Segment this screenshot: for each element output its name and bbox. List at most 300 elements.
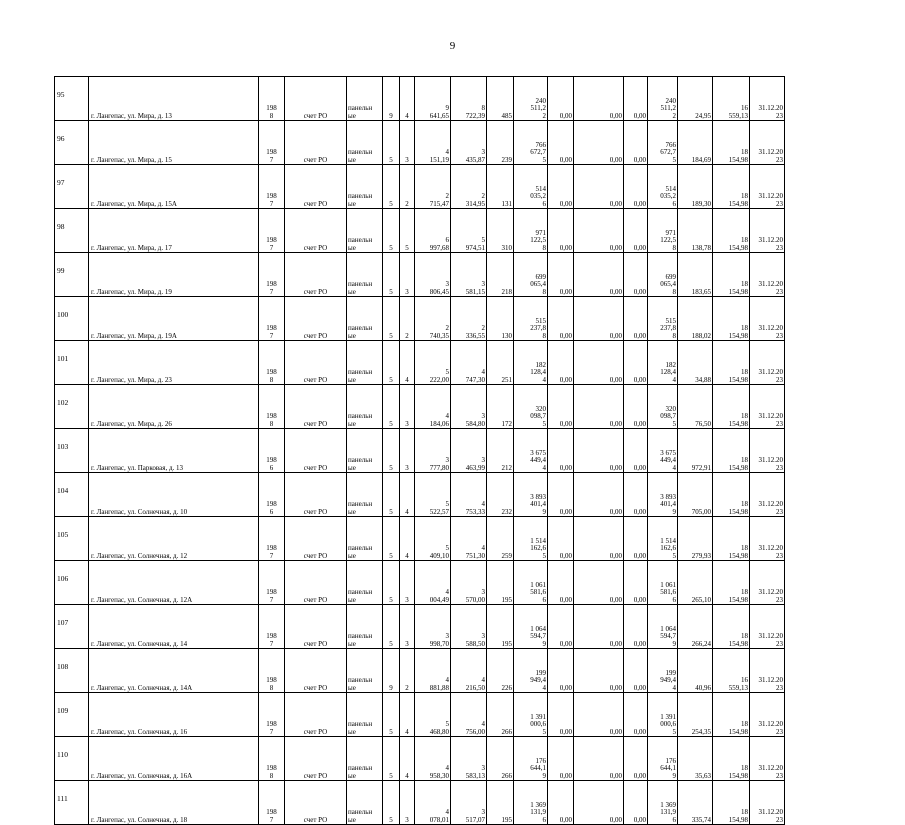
- cell-wall: панельн ые: [347, 165, 383, 209]
- cell-b2: 0,00: [574, 473, 624, 517]
- cell-a2: 3 435,87: [451, 121, 487, 165]
- cell-cost: 184,69: [678, 121, 713, 165]
- cell-b1: 0,00: [548, 165, 574, 209]
- cell-n: 98: [55, 209, 89, 253]
- cell-total: 1 064 594,7 9: [514, 605, 548, 649]
- cell-b3: 0,00: [624, 473, 648, 517]
- cell-b2: 0,00: [574, 561, 624, 605]
- cell-date: 31.12.20 23: [750, 781, 785, 825]
- cell-ent: 2: [400, 649, 415, 693]
- cell-b2: 0,00: [574, 605, 624, 649]
- cell-sum: 514 035,2 6: [648, 165, 678, 209]
- cell-total: 971 122,5 8: [514, 209, 548, 253]
- cell-year: 198 7: [259, 165, 285, 209]
- cell-addr: г. Лангепас, ул. Мира, д. 19: [89, 253, 259, 297]
- cell-lim: 16 559,13: [713, 77, 750, 121]
- cell-cost: 24,95: [678, 77, 713, 121]
- cell-b1: 0,00: [548, 649, 574, 693]
- cell-fund: счет РО: [285, 561, 347, 605]
- cell-b3: 0,00: [624, 297, 648, 341]
- cell-cost: 189,30: [678, 165, 713, 209]
- cell-b3: 0,00: [624, 165, 648, 209]
- cell-fund: счет РО: [285, 429, 347, 473]
- cell-floors: 5: [383, 561, 400, 605]
- cell-b2: 0,00: [574, 77, 624, 121]
- cell-b3: 0,00: [624, 517, 648, 561]
- cell-b2: 0,00: [574, 385, 624, 429]
- cell-lim: 18 154,98: [713, 253, 750, 297]
- cell-b1: 0,00: [548, 693, 574, 737]
- table-row: [55, 737, 785, 781]
- cell-wall: панельн ые: [347, 297, 383, 341]
- cell-n: 100: [55, 297, 89, 341]
- cell-addr: г. Лангепас, ул. Мира, д. 19А: [89, 297, 259, 341]
- cell-date: 31.12.20 23: [750, 561, 785, 605]
- cell-year: 198 7: [259, 561, 285, 605]
- cell-fund: счет РО: [285, 253, 347, 297]
- cell-b2: 0,00: [574, 649, 624, 693]
- cell-a2: 2 314,95: [451, 165, 487, 209]
- cell-lim: 18 154,98: [713, 209, 750, 253]
- cell-b3: 0,00: [624, 781, 648, 825]
- cell-sum: 1 369 131,9 6: [648, 781, 678, 825]
- cell-n: 102: [55, 385, 89, 429]
- cell-b1: 0,00: [548, 253, 574, 297]
- cell-a3: 232: [487, 473, 514, 517]
- cell-b2: 0,00: [574, 737, 624, 781]
- cell-floors: 5: [383, 341, 400, 385]
- cell-a2: 3 588,50: [451, 605, 487, 649]
- cell-ent: 3: [400, 429, 415, 473]
- cell-ent: 4: [400, 517, 415, 561]
- cell-ent: 5: [400, 209, 415, 253]
- cell-wall: панельн ые: [347, 781, 383, 825]
- cell-year: 198 8: [259, 649, 285, 693]
- cell-total: 766 672,7 5: [514, 121, 548, 165]
- cell-sum: 766 672,7 5: [648, 121, 678, 165]
- cell-a3: 266: [487, 693, 514, 737]
- cell-cost: 188,02: [678, 297, 713, 341]
- cell-addr: г. Лангепас, ул. Солнечная, д. 14А: [89, 649, 259, 693]
- cell-fund: счет РО: [285, 341, 347, 385]
- cell-wall: панельн ые: [347, 693, 383, 737]
- cell-date: 31.12.20 23: [750, 209, 785, 253]
- cell-n: 111: [55, 781, 89, 825]
- cell-ent: 3: [400, 253, 415, 297]
- cell-a2: 4 756,00: [451, 693, 487, 737]
- cell-b1: 0,00: [548, 209, 574, 253]
- table-row: [55, 253, 785, 297]
- cell-a1: 2 715,47: [415, 165, 451, 209]
- cell-a3: 130: [487, 297, 514, 341]
- cell-sum: 515 237,8 8: [648, 297, 678, 341]
- cell-date: 31.12.20 23: [750, 341, 785, 385]
- cell-sum: 176 644,1 9: [648, 737, 678, 781]
- cell-a3: 172: [487, 385, 514, 429]
- housing-table: [54, 76, 785, 825]
- cell-n: 96: [55, 121, 89, 165]
- cell-a1: 5 522,57: [415, 473, 451, 517]
- cell-ent: 4: [400, 341, 415, 385]
- cell-n: 97: [55, 165, 89, 209]
- page-number: 9: [449, 40, 456, 52]
- cell-floors: 5: [383, 209, 400, 253]
- cell-a1: 3 998,70: [415, 605, 451, 649]
- cell-year: 198 8: [259, 341, 285, 385]
- cell-a3: 226: [487, 649, 514, 693]
- cell-ent: 2: [400, 165, 415, 209]
- table-row: [55, 209, 785, 253]
- cell-a3: 212: [487, 429, 514, 473]
- cell-a3: 218: [487, 253, 514, 297]
- cell-fund: счет РО: [285, 781, 347, 825]
- cell-a2: 2 336,55: [451, 297, 487, 341]
- cell-a2: 8 722,39: [451, 77, 487, 121]
- cell-total: 176 644,1 9: [514, 737, 548, 781]
- cell-sum: 1 391 000,6 5: [648, 693, 678, 737]
- cell-lim: 18 154,98: [713, 429, 750, 473]
- cell-b1: 0,00: [548, 561, 574, 605]
- cell-addr: г. Лангепас, ул. Солнечная, д. 16А: [89, 737, 259, 781]
- cell-a2: 3 517,07: [451, 781, 487, 825]
- cell-sum: 3 893 401,4 9: [648, 473, 678, 517]
- cell-fund: счет РО: [285, 297, 347, 341]
- cell-date: 31.12.20 23: [750, 517, 785, 561]
- cell-sum: 699 065,4 8: [648, 253, 678, 297]
- cell-n: 103: [55, 429, 89, 473]
- cell-b3: 0,00: [624, 77, 648, 121]
- cell-year: 198 7: [259, 297, 285, 341]
- cell-a1: 3 777,80: [415, 429, 451, 473]
- cell-b2: 0,00: [574, 429, 624, 473]
- cell-a3: 239: [487, 121, 514, 165]
- cell-year: 198 7: [259, 781, 285, 825]
- cell-year: 198 6: [259, 429, 285, 473]
- cell-b1: 0,00: [548, 121, 574, 165]
- cell-n: 110: [55, 737, 89, 781]
- cell-total: 1 369 131,9 6: [514, 781, 548, 825]
- cell-lim: 18 154,98: [713, 693, 750, 737]
- cell-sum: 1 514 162,6 5: [648, 517, 678, 561]
- cell-floors: 5: [383, 121, 400, 165]
- cell-fund: счет РО: [285, 693, 347, 737]
- cell-a1: 5 468,80: [415, 693, 451, 737]
- cell-floors: 5: [383, 781, 400, 825]
- cell-wall: панельн ые: [347, 121, 383, 165]
- cell-cost: 40,96: [678, 649, 713, 693]
- cell-date: 31.12.20 23: [750, 165, 785, 209]
- table-row: [55, 385, 785, 429]
- cell-year: 198 8: [259, 77, 285, 121]
- cell-a3: 310: [487, 209, 514, 253]
- cell-fund: счет РО: [285, 517, 347, 561]
- cell-addr: г. Лангепас, ул. Солнечная, д. 18: [89, 781, 259, 825]
- cell-date: 31.12.20 23: [750, 121, 785, 165]
- cell-n: 106: [55, 561, 89, 605]
- cell-year: 198 7: [259, 693, 285, 737]
- cell-sum: 240 511,2 2: [648, 77, 678, 121]
- cell-lim: 18 154,98: [713, 121, 750, 165]
- cell-b3: 0,00: [624, 693, 648, 737]
- cell-total: 699 065,4 8: [514, 253, 548, 297]
- cell-floors: 5: [383, 517, 400, 561]
- cell-date: 31.12.20 23: [750, 473, 785, 517]
- cell-date: 31.12.20 23: [750, 429, 785, 473]
- cell-date: 31.12.20 23: [750, 693, 785, 737]
- cell-b1: 0,00: [548, 473, 574, 517]
- cell-floors: 5: [383, 165, 400, 209]
- cell-wall: панельн ые: [347, 561, 383, 605]
- cell-wall: панельн ые: [347, 605, 383, 649]
- cell-cost: 183,65: [678, 253, 713, 297]
- cell-fund: счет РО: [285, 473, 347, 517]
- table-row: [55, 297, 785, 341]
- cell-addr: г. Лангепас, ул. Мира, д. 13: [89, 77, 259, 121]
- table-row: [55, 121, 785, 165]
- cell-sum: 1 064 594,7 9: [648, 605, 678, 649]
- cell-fund: счет РО: [285, 649, 347, 693]
- cell-date: 31.12.20 23: [750, 605, 785, 649]
- cell-a1: 4 004,49: [415, 561, 451, 605]
- cell-total: 1 514 162,6 5: [514, 517, 548, 561]
- cell-fund: счет РО: [285, 209, 347, 253]
- cell-floors: 5: [383, 473, 400, 517]
- cell-fund: счет РО: [285, 165, 347, 209]
- cell-b1: 0,00: [548, 77, 574, 121]
- cell-n: 101: [55, 341, 89, 385]
- cell-a1: 4 958,30: [415, 737, 451, 781]
- cell-b3: 0,00: [624, 209, 648, 253]
- cell-sum: 1 061 581,6 6: [648, 561, 678, 605]
- cell-a1: 4 078,01: [415, 781, 451, 825]
- cell-n: 108: [55, 649, 89, 693]
- cell-floors: 5: [383, 693, 400, 737]
- table-row: [55, 341, 785, 385]
- cell-a1: 6 997,68: [415, 209, 451, 253]
- cell-date: 31.12.20 23: [750, 385, 785, 429]
- cell-sum: 320 098,7 5: [648, 385, 678, 429]
- cell-ent: 3: [400, 605, 415, 649]
- cell-floors: 5: [383, 385, 400, 429]
- cell-a2: 4 747,30: [451, 341, 487, 385]
- cell-floors: 5: [383, 253, 400, 297]
- cell-fund: счет РО: [285, 77, 347, 121]
- cell-lim: 18 154,98: [713, 781, 750, 825]
- cell-b3: 0,00: [624, 429, 648, 473]
- cell-year: 198 6: [259, 473, 285, 517]
- cell-sum: 3 675 449,4 4: [648, 429, 678, 473]
- cell-a2: 3 463,99: [451, 429, 487, 473]
- cell-b1: 0,00: [548, 429, 574, 473]
- cell-a1: 3 806,45: [415, 253, 451, 297]
- cell-n: 109: [55, 693, 89, 737]
- cell-lim: 18 154,98: [713, 473, 750, 517]
- cell-a2: 3 583,13: [451, 737, 487, 781]
- cell-cost: 76,50: [678, 385, 713, 429]
- cell-wall: панельн ые: [347, 429, 383, 473]
- cell-a3: 259: [487, 517, 514, 561]
- cell-ent: 3: [400, 385, 415, 429]
- cell-b3: 0,00: [624, 737, 648, 781]
- cell-b1: 0,00: [548, 341, 574, 385]
- cell-sum: 971 122,5 8: [648, 209, 678, 253]
- cell-b3: 0,00: [624, 605, 648, 649]
- cell-fund: счет РО: [285, 121, 347, 165]
- cell-n: 99: [55, 253, 89, 297]
- cell-lim: 18 154,98: [713, 297, 750, 341]
- cell-year: 198 7: [259, 517, 285, 561]
- cell-date: 31.12.20 23: [750, 77, 785, 121]
- cell-b2: 0,00: [574, 165, 624, 209]
- cell-addr: г. Лангепас, ул. Мира, д. 15А: [89, 165, 259, 209]
- cell-addr: г. Лангепас, ул. Мира, д. 26: [89, 385, 259, 429]
- cell-a1: 2 740,35: [415, 297, 451, 341]
- cell-a2: 5 974,51: [451, 209, 487, 253]
- cell-ent: 4: [400, 473, 415, 517]
- cell-addr: г. Лангепас, ул. Мира, д. 15: [89, 121, 259, 165]
- cell-n: 107: [55, 605, 89, 649]
- cell-cost: 705,00: [678, 473, 713, 517]
- cell-a1: 4 881,88: [415, 649, 451, 693]
- cell-total: 3 675 449,4 4: [514, 429, 548, 473]
- cell-a3: 195: [487, 561, 514, 605]
- cell-ent: 4: [400, 737, 415, 781]
- cell-year: 198 7: [259, 121, 285, 165]
- cell-lim: 16 559,13: [713, 649, 750, 693]
- cell-n: 95: [55, 77, 89, 121]
- cell-fund: счет РО: [285, 737, 347, 781]
- table-row: [55, 429, 785, 473]
- cell-a3: 195: [487, 781, 514, 825]
- cell-b2: 0,00: [574, 209, 624, 253]
- cell-cost: 335,74: [678, 781, 713, 825]
- cell-lim: 18 154,98: [713, 561, 750, 605]
- cell-sum: 182 128,4 4: [648, 341, 678, 385]
- cell-b3: 0,00: [624, 561, 648, 605]
- cell-b2: 0,00: [574, 781, 624, 825]
- cell-total: 3 893 401,4 9: [514, 473, 548, 517]
- cell-total: 1 061 581,6 6: [514, 561, 548, 605]
- cell-floors: 5: [383, 605, 400, 649]
- cell-total: 199 949,4 4: [514, 649, 548, 693]
- table-row: [55, 781, 785, 825]
- table-row: [55, 605, 785, 649]
- cell-date: 31.12.20 23: [750, 737, 785, 781]
- cell-b1: 0,00: [548, 297, 574, 341]
- cell-sum: 199 949,4 4: [648, 649, 678, 693]
- cell-cost: 34,88: [678, 341, 713, 385]
- cell-b2: 0,00: [574, 121, 624, 165]
- cell-lim: 18 154,98: [713, 385, 750, 429]
- cell-wall: панельн ые: [347, 473, 383, 517]
- cell-floors: 5: [383, 737, 400, 781]
- cell-total: 515 237,8 8: [514, 297, 548, 341]
- cell-floors: 5: [383, 297, 400, 341]
- cell-wall: панельн ые: [347, 253, 383, 297]
- table-row: [55, 517, 785, 561]
- cell-b2: 0,00: [574, 517, 624, 561]
- cell-year: 198 8: [259, 385, 285, 429]
- cell-a1: 5 222,00: [415, 341, 451, 385]
- cell-b2: 0,00: [574, 693, 624, 737]
- cell-year: 198 7: [259, 209, 285, 253]
- cell-year: 198 7: [259, 253, 285, 297]
- cell-b1: 0,00: [548, 781, 574, 825]
- table-row: [55, 473, 785, 517]
- cell-total: 240 511,2 2: [514, 77, 548, 121]
- table-row: [55, 77, 785, 121]
- cell-b3: 0,00: [624, 121, 648, 165]
- cell-floors: 9: [383, 649, 400, 693]
- cell-cost: 266,24: [678, 605, 713, 649]
- cell-addr: г. Лангепас, ул. Солнечная, д. 14: [89, 605, 259, 649]
- cell-addr: г. Лангепас, ул. Парковая, д. 13: [89, 429, 259, 473]
- cell-a1: 4 184,06: [415, 385, 451, 429]
- cell-total: 182 128,4 4: [514, 341, 548, 385]
- cell-lim: 18 154,98: [713, 165, 750, 209]
- cell-cost: 265,10: [678, 561, 713, 605]
- cell-floors: 5: [383, 429, 400, 473]
- cell-cost: 35,63: [678, 737, 713, 781]
- cell-b1: 0,00: [548, 737, 574, 781]
- cell-wall: панельн ые: [347, 649, 383, 693]
- cell-b1: 0,00: [548, 517, 574, 561]
- cell-a2: 3 581,15: [451, 253, 487, 297]
- cell-b3: 0,00: [624, 341, 648, 385]
- cell-date: 31.12.20 23: [750, 297, 785, 341]
- cell-lim: 18 154,98: [713, 341, 750, 385]
- cell-ent: 2: [400, 297, 415, 341]
- cell-b2: 0,00: [574, 253, 624, 297]
- cell-wall: панельн ые: [347, 77, 383, 121]
- cell-fund: счет РО: [285, 385, 347, 429]
- cell-lim: 18 154,98: [713, 737, 750, 781]
- cell-a2: 4 751,30: [451, 517, 487, 561]
- cell-b1: 0,00: [548, 605, 574, 649]
- cell-a3: 485: [487, 77, 514, 121]
- cell-wall: панельн ые: [347, 385, 383, 429]
- cell-a3: 131: [487, 165, 514, 209]
- cell-total: 1 391 000,6 5: [514, 693, 548, 737]
- cell-b3: 0,00: [624, 385, 648, 429]
- cell-b3: 0,00: [624, 253, 648, 297]
- cell-fund: счет РО: [285, 605, 347, 649]
- cell-ent: 3: [400, 561, 415, 605]
- cell-a3: 266: [487, 737, 514, 781]
- cell-a2: 3 570,00: [451, 561, 487, 605]
- table-row: [55, 649, 785, 693]
- cell-addr: г. Лангепас, ул. Солнечная, д. 16: [89, 693, 259, 737]
- cell-n: 105: [55, 517, 89, 561]
- cell-wall: панельн ые: [347, 341, 383, 385]
- cell-a1: 9 641,65: [415, 77, 451, 121]
- cell-a1: 4 151,19: [415, 121, 451, 165]
- cell-wall: панельн ые: [347, 209, 383, 253]
- cell-a2: 4 216,50: [451, 649, 487, 693]
- cell-b3: 0,00: [624, 649, 648, 693]
- cell-wall: панельн ые: [347, 517, 383, 561]
- cell-n: 104: [55, 473, 89, 517]
- table-row: [55, 165, 785, 209]
- cell-addr: г. Лангепас, ул. Солнечная, д. 12А: [89, 561, 259, 605]
- cell-addr: г. Лангепас, ул. Солнечная, д. 10: [89, 473, 259, 517]
- cell-lim: 18 154,98: [713, 517, 750, 561]
- cell-cost: 279,93: [678, 517, 713, 561]
- cell-a2: 4 753,33: [451, 473, 487, 517]
- cell-cost: 972,91: [678, 429, 713, 473]
- cell-date: 31.12.20 23: [750, 253, 785, 297]
- cell-a3: 251: [487, 341, 514, 385]
